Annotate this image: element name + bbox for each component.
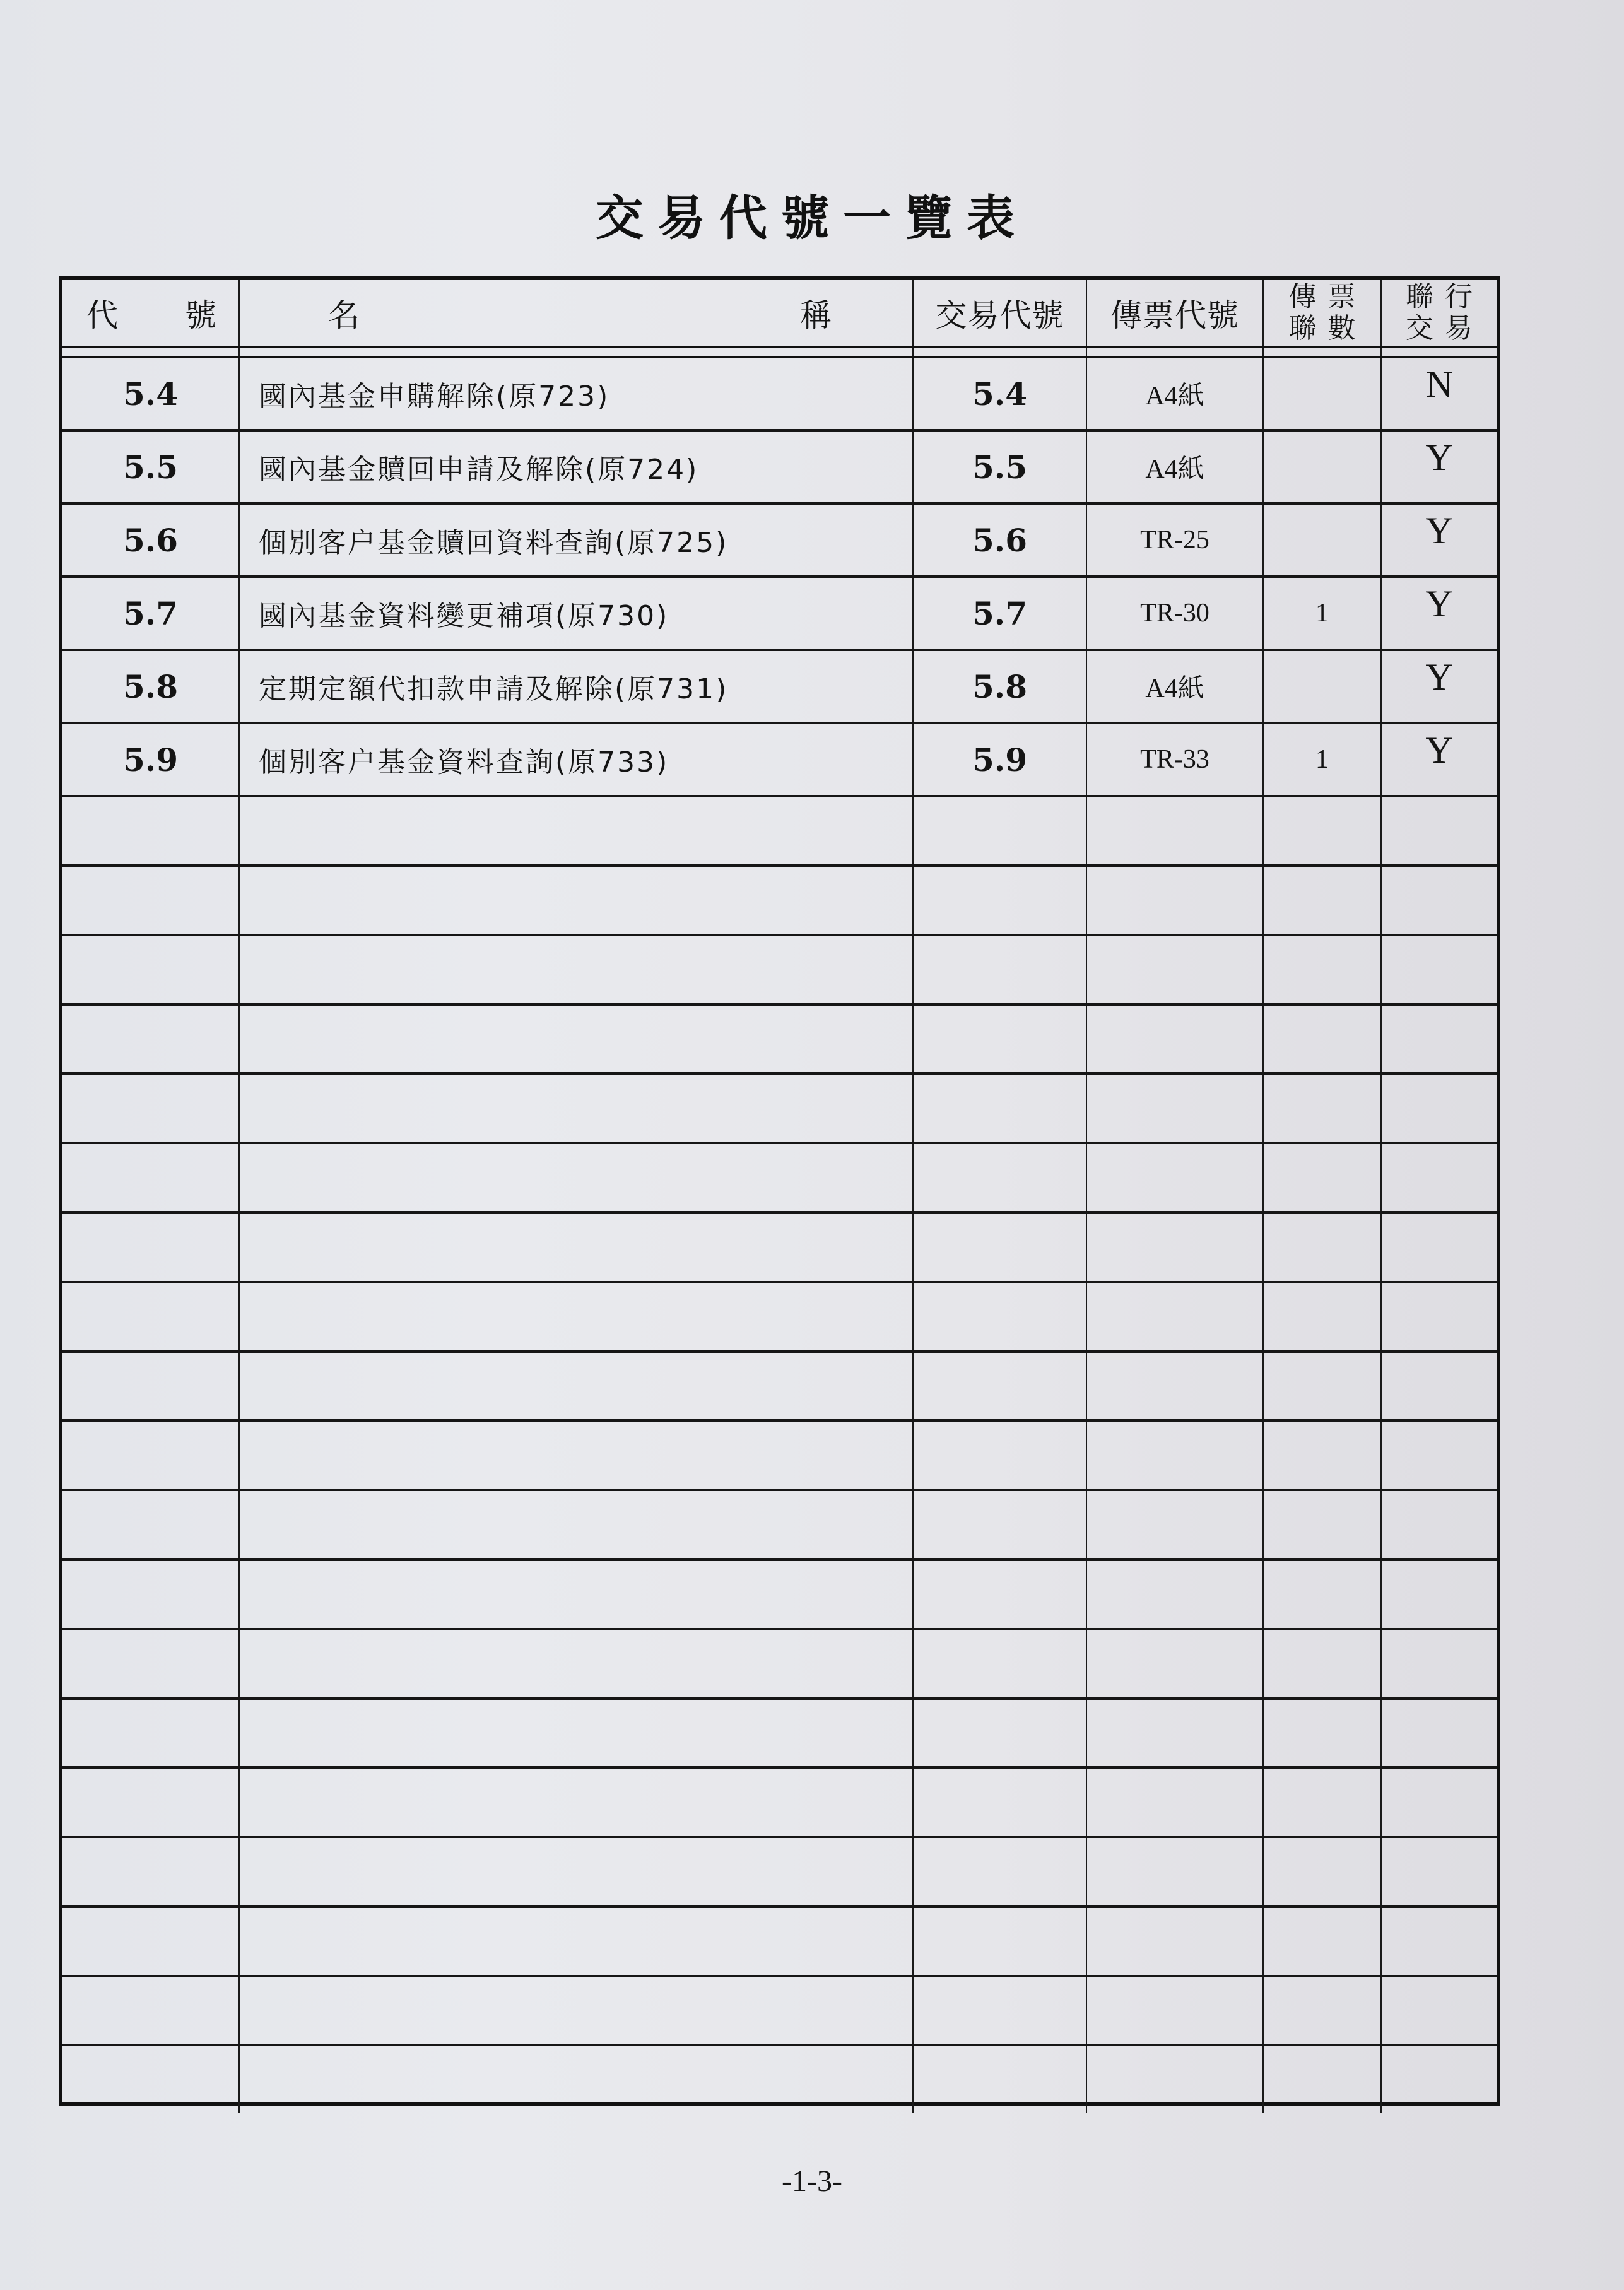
empty-cell: [1263, 1768, 1381, 1837]
empty-cell: [239, 1421, 913, 1490]
table-body: [62, 357, 1497, 2113]
empty-table-row: [62, 2045, 1497, 2113]
empty-table-row: [62, 1282, 1497, 1351]
empty-cell: [1263, 866, 1381, 935]
empty-cell: [913, 796, 1086, 866]
empty-cell: [1263, 1421, 1381, 1490]
empty-cell: [62, 796, 239, 866]
empty-cell: [913, 1837, 1086, 1906]
cell-voucher-code: A4紙: [1086, 650, 1263, 723]
header-name-left: 名: [328, 297, 360, 334]
empty-cell: [1086, 1074, 1263, 1143]
empty-cell: [62, 1559, 239, 1629]
header-voucher-code: 傳票代號: [1086, 280, 1263, 347]
empty-cell: [1263, 1282, 1381, 1351]
empty-cell: [913, 1143, 1086, 1213]
page-title: 交易代號一覽表: [596, 190, 1028, 246]
empty-cell: [239, 1768, 913, 1837]
empty-cell: [1263, 1074, 1381, 1143]
empty-cell: [913, 2045, 1086, 2113]
empty-cell: [1263, 1213, 1381, 1282]
empty-cell: [1086, 935, 1263, 1004]
empty-cell: [1263, 1004, 1381, 1074]
header-joint-trade: [1381, 280, 1497, 347]
empty-cell: [913, 1559, 1086, 1629]
empty-cell: [913, 1074, 1086, 1143]
empty-cell: [62, 1351, 239, 1421]
empty-table-row: [62, 1490, 1497, 1559]
empty-cell: [1263, 935, 1381, 1004]
empty-cell: [62, 1143, 239, 1213]
table-row: [62, 577, 1497, 650]
empty-table-row: [62, 935, 1497, 1004]
rule-cell: [1263, 347, 1381, 357]
empty-cell: [239, 1559, 913, 1629]
header-name-right: 稱: [800, 297, 832, 334]
empty-cell: [1263, 1698, 1381, 1768]
cell-name: 個別客户基金贖回資料查詢(原725): [239, 503, 913, 577]
empty-table-row: [62, 1768, 1497, 1837]
empty-cell: [1086, 1490, 1263, 1559]
empty-table-row: [62, 1976, 1497, 2045]
empty-cell: [1086, 1906, 1263, 1976]
empty-cell: [239, 1282, 913, 1351]
empty-cell: [62, 1421, 239, 1490]
cell-transaction-code: 5.6: [913, 503, 1086, 577]
empty-cell: [1086, 1004, 1263, 1074]
empty-cell: [62, 1976, 239, 2045]
empty-cell: [1381, 1629, 1497, 1698]
cell-name: 國內基金資料變更補項(原730): [239, 577, 913, 650]
empty-cell: [1263, 1490, 1381, 1559]
cell-joint-trade: Y: [1381, 430, 1497, 503]
empty-cell: [1086, 1768, 1263, 1837]
empty-cell: [239, 796, 913, 866]
empty-cell: [1381, 1976, 1497, 2045]
header-voucher-copies: [1263, 280, 1381, 347]
header-voucher-copies-line2: 聯數: [1288, 312, 1367, 344]
empty-cell: [1381, 1074, 1497, 1143]
empty-cell: [913, 1351, 1086, 1421]
empty-cell: [1086, 1143, 1263, 1213]
empty-cell: [62, 1213, 239, 1282]
empty-cell: [62, 1004, 239, 1074]
cell-voucher-copies: [1263, 650, 1381, 723]
empty-cell: [1263, 1837, 1381, 1906]
empty-cell: [913, 1698, 1086, 1768]
empty-cell: [913, 1906, 1086, 1976]
empty-cell: [1263, 796, 1381, 866]
empty-table-row: [62, 1421, 1497, 1490]
empty-cell: [239, 1906, 913, 1976]
empty-cell: [239, 1004, 913, 1074]
empty-cell: [239, 1351, 913, 1421]
empty-cell: [1086, 2045, 1263, 2113]
cell-joint-trade: N: [1381, 357, 1497, 430]
empty-table-row: [62, 1629, 1497, 1698]
cell-voucher-code: TR-30: [1086, 577, 1263, 650]
rule-cell: [1086, 347, 1263, 357]
cell-voucher-copies: [1263, 503, 1381, 577]
cell-code: 5.9: [62, 723, 239, 796]
empty-table-row: [62, 1837, 1497, 1906]
cell-transaction-code: 5.9: [913, 723, 1086, 796]
cell-name: 國內基金申購解除(原723): [239, 357, 913, 430]
empty-cell: [239, 1976, 913, 2045]
empty-cell: [239, 1837, 913, 1906]
empty-cell: [239, 866, 913, 935]
header-code-right: 號: [185, 297, 216, 334]
empty-cell: [1381, 935, 1497, 1004]
table-row: [62, 650, 1497, 723]
header-transaction-code: 交易代號: [913, 280, 1086, 347]
empty-cell: [239, 2045, 913, 2113]
empty-cell: [62, 1906, 239, 1976]
empty-cell: [62, 1837, 239, 1906]
empty-cell: [239, 1629, 913, 1698]
empty-cell: [1086, 1351, 1263, 1421]
rule-cell: [913, 347, 1086, 357]
cell-name: 定期定額代扣款申請及解除(原731): [239, 650, 913, 723]
empty-cell: [62, 1282, 239, 1351]
empty-table-row: [62, 796, 1497, 866]
empty-cell: [1086, 1213, 1263, 1282]
empty-cell: [1086, 1976, 1263, 2045]
cell-code: 5.7: [62, 577, 239, 650]
empty-cell: [1086, 1282, 1263, 1351]
empty-cell: [1381, 796, 1497, 866]
cell-voucher-copies: [1263, 430, 1381, 503]
empty-cell: [913, 1282, 1086, 1351]
header-row: [62, 280, 1497, 347]
empty-cell: [1381, 1906, 1497, 1976]
table-row: [62, 723, 1497, 796]
empty-table-row: [62, 1143, 1497, 1213]
empty-cell: [1381, 2045, 1497, 2113]
cell-joint-trade: Y: [1381, 577, 1497, 650]
cell-voucher-copies: 1: [1263, 577, 1381, 650]
empty-cell: [1086, 1629, 1263, 1698]
empty-table-row: [62, 1559, 1497, 1629]
empty-cell: [1381, 1490, 1497, 1559]
empty-cell: [1381, 866, 1497, 935]
empty-cell: [1086, 1698, 1263, 1768]
empty-cell: [913, 1629, 1086, 1698]
cell-transaction-code: 5.7: [913, 577, 1086, 650]
empty-cell: [1381, 1421, 1497, 1490]
cell-voucher-code: A4紙: [1086, 357, 1263, 430]
cell-name: 國內基金贖回申請及解除(原724): [239, 430, 913, 503]
header-joint-trade-line1: 聯行: [1406, 281, 1484, 313]
empty-cell: [1263, 1629, 1381, 1698]
empty-cell: [1381, 1213, 1497, 1282]
empty-cell: [913, 1490, 1086, 1559]
empty-cell: [239, 1213, 913, 1282]
cell-joint-trade: Y: [1381, 650, 1497, 723]
cell-code: 5.5: [62, 430, 239, 503]
empty-table-row: [62, 1698, 1497, 1768]
empty-cell: [1381, 1282, 1497, 1351]
rule-cell: [1381, 347, 1497, 357]
empty-cell: [913, 935, 1086, 1004]
empty-cell: [62, 866, 239, 935]
empty-cell: [62, 1698, 239, 1768]
empty-cell: [1263, 2045, 1381, 2113]
cell-code: 5.8: [62, 650, 239, 723]
empty-table-row: [62, 866, 1497, 935]
empty-cell: [1086, 796, 1263, 866]
cell-voucher-code: TR-25: [1086, 503, 1263, 577]
empty-cell: [1263, 1976, 1381, 2045]
empty-cell: [1381, 1559, 1497, 1629]
empty-cell: [239, 1490, 913, 1559]
cell-voucher-code: TR-33: [1086, 723, 1263, 796]
empty-cell: [913, 1004, 1086, 1074]
cell-joint-trade: Y: [1381, 723, 1497, 796]
empty-cell: [62, 1768, 239, 1837]
empty-table-row: [62, 1004, 1497, 1074]
rule-cell: [62, 347, 239, 357]
header-double-rule: [62, 347, 1497, 357]
cell-joint-trade: Y: [1381, 503, 1497, 577]
header-code-left: 代: [86, 297, 118, 334]
cell-voucher-code: A4紙: [1086, 430, 1263, 503]
table-row: [62, 357, 1497, 430]
empty-cell: [239, 1698, 913, 1768]
empty-table-row: [62, 1906, 1497, 1976]
empty-cell: [1381, 1143, 1497, 1213]
table-header: [62, 280, 1497, 357]
empty-cell: [1086, 1559, 1263, 1629]
empty-cell: [1263, 1559, 1381, 1629]
empty-cell: [913, 1421, 1086, 1490]
page-number: -1-3-: [782, 2164, 842, 2198]
empty-cell: [62, 2045, 239, 2113]
header-voucher-copies-line1: 傳票: [1288, 281, 1367, 313]
empty-cell: [1263, 1143, 1381, 1213]
empty-cell: [1086, 1421, 1263, 1490]
empty-cell: [239, 935, 913, 1004]
empty-cell: [913, 1976, 1086, 2045]
empty-cell: [62, 1490, 239, 1559]
empty-table-row: [62, 1074, 1497, 1143]
table-row: [62, 430, 1497, 503]
empty-cell: [239, 1074, 913, 1143]
empty-cell: [913, 1768, 1086, 1837]
empty-cell: [913, 866, 1086, 935]
empty-cell: [62, 1074, 239, 1143]
empty-cell: [913, 1213, 1086, 1282]
empty-table-row: [62, 1213, 1497, 1282]
header-joint-trade-line2: 交易: [1406, 312, 1484, 344]
cell-voucher-copies: [1263, 357, 1381, 430]
empty-cell: [62, 1629, 239, 1698]
empty-cell: [1381, 1837, 1497, 1906]
header-name: [239, 280, 913, 347]
empty-cell: [1086, 866, 1263, 935]
cell-transaction-code: 5.8: [913, 650, 1086, 723]
empty-cell: [1263, 1351, 1381, 1421]
transaction-code-table: [59, 276, 1500, 2106]
empty-cell: [1381, 1768, 1497, 1837]
empty-cell: [1381, 1351, 1497, 1421]
empty-cell: [239, 1143, 913, 1213]
empty-cell: [1263, 1906, 1381, 1976]
empty-cell: [1086, 1837, 1263, 1906]
cell-name: 個別客户基金資料查詢(原733): [239, 723, 913, 796]
cell-voucher-copies: 1: [1263, 723, 1381, 796]
rule-cell: [239, 347, 913, 357]
cell-transaction-code: 5.4: [913, 357, 1086, 430]
empty-cell: [62, 935, 239, 1004]
cell-code: 5.6: [62, 503, 239, 577]
cell-code: 5.4: [62, 357, 239, 430]
empty-cell: [1381, 1698, 1497, 1768]
empty-table-row: [62, 1351, 1497, 1421]
cell-transaction-code: 5.5: [913, 430, 1086, 503]
header-code: [62, 280, 239, 347]
empty-cell: [1381, 1004, 1497, 1074]
table-row: [62, 503, 1497, 577]
table-grid: [62, 280, 1497, 2113]
